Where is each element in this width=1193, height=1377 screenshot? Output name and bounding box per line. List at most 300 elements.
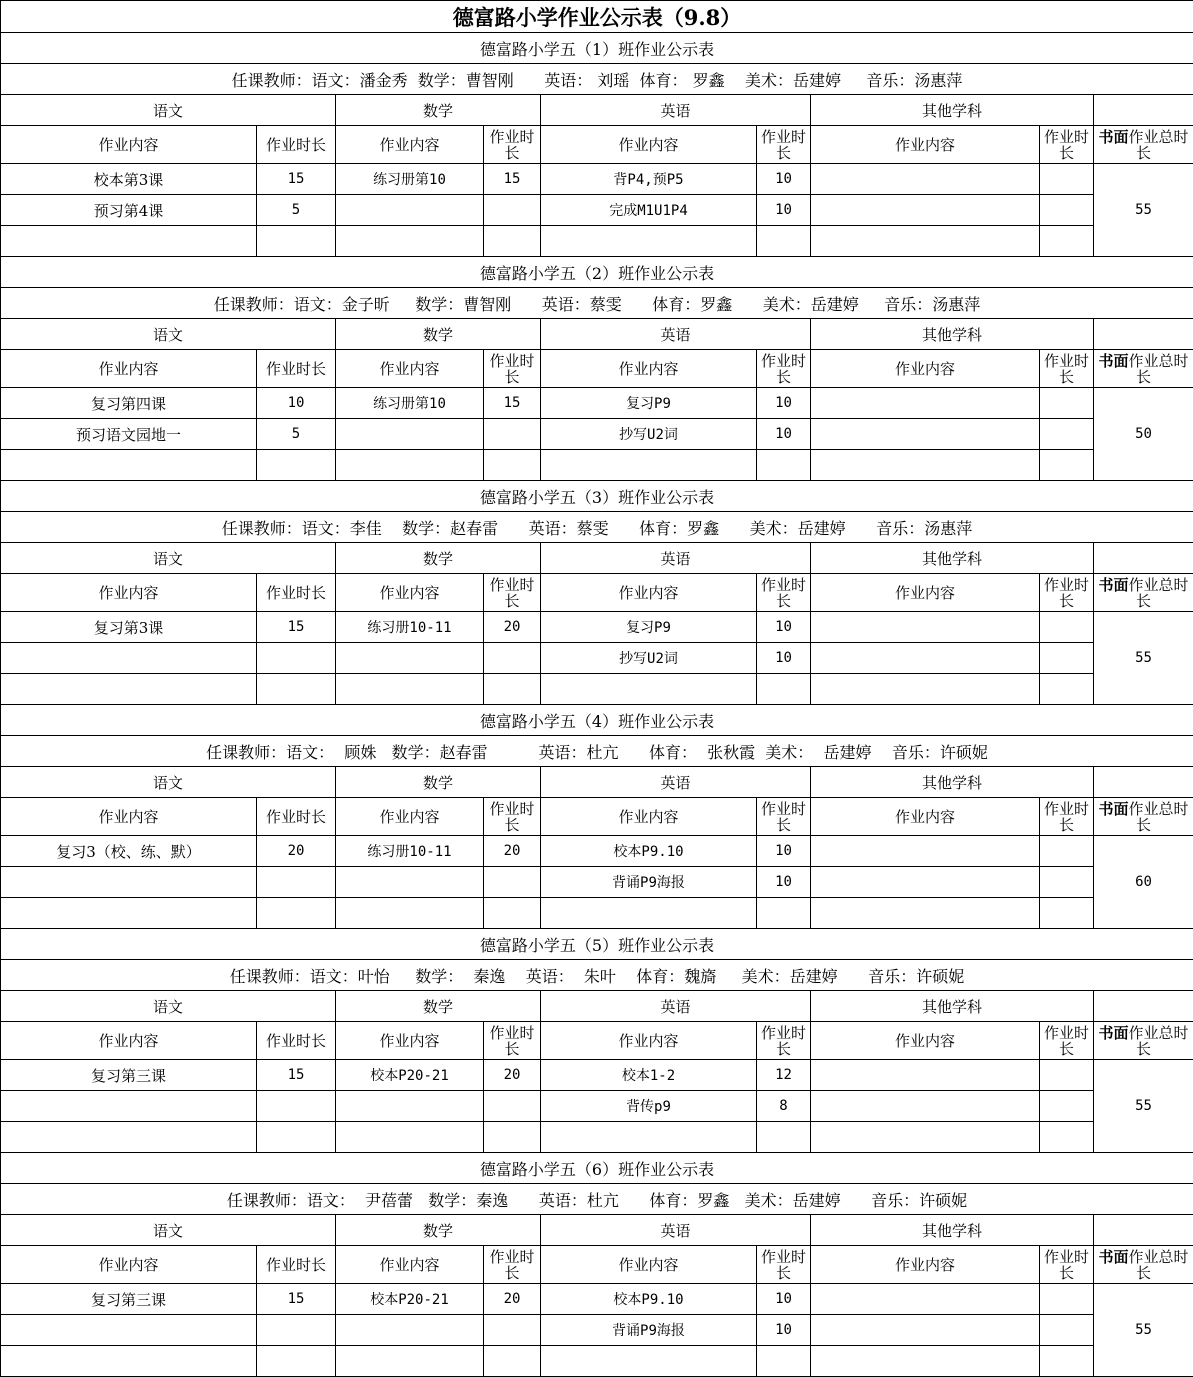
math-content-cell — [336, 898, 484, 929]
subject-other-header: 其他学科 — [811, 319, 1094, 350]
other-duration-cell — [1040, 867, 1094, 898]
subject-english-header: 英语 — [541, 543, 811, 574]
other-content-cell — [811, 612, 1040, 643]
teachers-line: 任课教师：语文：叶怡 数学： 秦逸 英语： 朱叶 体育：魏旖 美术：岳建婷 音乐：许硕妮 — [1, 960, 1193, 991]
teachers-row — [1, 64, 1193, 95]
total-duration-header — [1094, 798, 1193, 836]
chinese-duration-cell: 15 — [257, 164, 336, 195]
table-row — [1, 1091, 1193, 1122]
chinese-duration-header: 作业时长 — [257, 798, 336, 836]
subject-header-row — [1, 991, 1193, 1022]
class-title: 德富路小学五（3）班作业公示表 — [1, 481, 1193, 512]
chinese-duration-cell — [257, 1122, 336, 1153]
english-duration-cell — [757, 898, 811, 929]
math-duration-header: 作业时长 — [484, 1022, 541, 1060]
english-content-cell: 复习P9 — [541, 612, 757, 643]
english-duration-cell — [757, 1346, 811, 1377]
column-header-row — [1, 1022, 1193, 1060]
english-content-cell — [541, 1122, 757, 1153]
english-duration-header: 作业时长 — [757, 574, 811, 612]
subject-other-header: 其他学科 — [811, 991, 1094, 1022]
math-duration-header: 作业时长 — [484, 126, 541, 164]
chinese-content-header: 作业内容 — [1, 350, 257, 388]
english-duration-header: 作业时长 — [757, 1246, 811, 1284]
english-content-cell: 背诵P9海报 — [541, 1315, 757, 1346]
english-content-cell: 校本P9.10 — [541, 836, 757, 867]
math-duration-cell — [484, 643, 541, 674]
subject-blank-header — [1094, 991, 1193, 1022]
math-content-cell: 练习册10-11 — [336, 612, 484, 643]
total-duration-value: 55 — [1094, 1060, 1193, 1153]
chinese-duration-header: 作业时长 — [257, 1022, 336, 1060]
class-title-row — [1, 929, 1193, 960]
chinese-duration-cell — [257, 226, 336, 257]
other-content-cell — [811, 867, 1040, 898]
class-title: 德富路小学五（6）班作业公示表 — [1, 1153, 1193, 1184]
english-content-cell — [541, 898, 757, 929]
math-duration-cell — [484, 419, 541, 450]
math-content-cell — [336, 674, 484, 705]
math-duration-cell — [484, 226, 541, 257]
math-duration-cell — [484, 1091, 541, 1122]
total-duration-header — [1094, 126, 1193, 164]
class-title-row — [1, 1153, 1193, 1184]
subject-header-row — [1, 543, 1193, 574]
table-row — [1, 898, 1193, 929]
subject-english-header: 英语 — [541, 319, 811, 350]
other-duration-cell — [1040, 419, 1094, 450]
total-header-bold: 书面 — [1098, 800, 1128, 818]
other-content-cell — [811, 1315, 1040, 1346]
math-content-cell — [336, 450, 484, 481]
chinese-content-cell — [1, 1091, 257, 1122]
english-duration-cell: 10 — [757, 836, 811, 867]
subject-english-header: 英语 — [541, 991, 811, 1022]
total-header-rest: 作业总时长 — [1129, 1248, 1189, 1282]
english-duration-cell: 10 — [757, 1315, 811, 1346]
total-duration-header — [1094, 1022, 1193, 1060]
other-content-header: 作业内容 — [811, 126, 1040, 164]
subject-math-header: 数学 — [336, 1215, 541, 1246]
total-duration-value: 60 — [1094, 836, 1193, 929]
total-header-rest: 作业总时长 — [1129, 128, 1189, 162]
chinese-duration-cell — [257, 450, 336, 481]
other-duration-header: 作业时长 — [1040, 1022, 1094, 1060]
subject-math-header: 数学 — [336, 543, 541, 574]
table-row — [1, 226, 1193, 257]
total-duration-value: 55 — [1094, 164, 1193, 257]
chinese-content-cell — [1, 1346, 257, 1377]
class-title-row — [1, 481, 1193, 512]
english-duration-cell: 10 — [757, 164, 811, 195]
teachers-row — [1, 1184, 1193, 1215]
math-duration-cell: 20 — [484, 836, 541, 867]
english-content-cell: 校本P9.10 — [541, 1284, 757, 1315]
subject-header-row — [1, 767, 1193, 798]
english-content-cell: 校本1-2 — [541, 1060, 757, 1091]
english-content-cell — [541, 674, 757, 705]
subject-other-header: 其他学科 — [811, 95, 1094, 126]
subject-chinese-header: 语文 — [1, 543, 336, 574]
chinese-content-cell — [1, 450, 257, 481]
subject-chinese-header: 语文 — [1, 767, 336, 798]
total-header-rest: 作业总时长 — [1129, 800, 1189, 834]
subject-other-header: 其他学科 — [811, 767, 1094, 798]
other-content-cell — [811, 164, 1040, 195]
table-row — [1, 612, 1193, 643]
total-duration-value: 55 — [1094, 612, 1193, 705]
math-content-cell — [336, 1091, 484, 1122]
math-duration-header: 作业时长 — [484, 1246, 541, 1284]
other-duration-cell — [1040, 388, 1094, 419]
subject-blank-header — [1094, 319, 1193, 350]
other-duration-cell — [1040, 450, 1094, 481]
english-content-header: 作业内容 — [541, 798, 757, 836]
table-row — [1, 1060, 1193, 1091]
chinese-content-cell: 复习第四课 — [1, 388, 257, 419]
other-duration-header: 作业时长 — [1040, 574, 1094, 612]
column-header-row — [1, 1246, 1193, 1284]
chinese-content-cell: 复习3（校、练、默） — [1, 836, 257, 867]
chinese-content-cell — [1, 1122, 257, 1153]
other-content-header: 作业内容 — [811, 1022, 1040, 1060]
english-content-header: 作业内容 — [541, 1022, 757, 1060]
table-row — [1, 388, 1193, 419]
column-header-row — [1, 798, 1193, 836]
other-duration-cell — [1040, 674, 1094, 705]
chinese-content-cell: 校本第3课 — [1, 164, 257, 195]
english-content-cell: 背诵P9海报 — [541, 867, 757, 898]
english-duration-cell — [757, 226, 811, 257]
total-duration-header — [1094, 574, 1193, 612]
english-duration-cell: 10 — [757, 195, 811, 226]
math-duration-cell: 20 — [484, 612, 541, 643]
chinese-duration-cell: 5 — [257, 419, 336, 450]
chinese-content-cell — [1, 674, 257, 705]
math-duration-cell — [484, 1315, 541, 1346]
other-content-cell — [811, 419, 1040, 450]
math-duration-header: 作业时长 — [484, 574, 541, 612]
english-duration-cell — [757, 1122, 811, 1153]
total-header-rest: 作业总时长 — [1129, 1024, 1189, 1058]
chinese-duration-cell — [257, 1091, 336, 1122]
other-content-cell — [811, 643, 1040, 674]
chinese-duration-header: 作业时长 — [257, 126, 336, 164]
subject-english-header: 英语 — [541, 1215, 811, 1246]
english-content-cell: 复习P9 — [541, 388, 757, 419]
math-duration-cell — [484, 867, 541, 898]
other-content-cell — [811, 1060, 1040, 1091]
english-duration-header: 作业时长 — [757, 1022, 811, 1060]
other-duration-cell — [1040, 898, 1094, 929]
subject-blank-header — [1094, 767, 1193, 798]
other-content-header: 作业内容 — [811, 1246, 1040, 1284]
math-duration-cell: 15 — [484, 388, 541, 419]
teachers-row — [1, 288, 1193, 319]
subject-chinese-header: 语文 — [1, 319, 336, 350]
subject-blank-header — [1094, 543, 1193, 574]
math-content-cell: 练习册第10 — [336, 164, 484, 195]
math-content-header: 作业内容 — [336, 1022, 484, 1060]
teachers-line: 任课教师：语文： 尹蓓蕾 数学：秦逸 英语：杜亢 体育：罗鑫 美术：岳建婷 音乐：许硕妮 — [1, 1184, 1193, 1215]
english-content-header: 作业内容 — [541, 350, 757, 388]
chinese-duration-cell — [257, 643, 336, 674]
chinese-content-header: 作业内容 — [1, 126, 257, 164]
page-title: 德富路小学作业公示表（9.8） — [1, 1, 1193, 33]
chinese-duration-header: 作业时长 — [257, 350, 336, 388]
english-duration-cell: 10 — [757, 419, 811, 450]
english-content-cell — [541, 450, 757, 481]
english-duration-header: 作业时长 — [757, 798, 811, 836]
chinese-content-header: 作业内容 — [1, 1022, 257, 1060]
english-duration-cell: 8 — [757, 1091, 811, 1122]
other-duration-cell — [1040, 1315, 1094, 1346]
other-content-cell — [811, 836, 1040, 867]
math-content-cell — [336, 1122, 484, 1153]
class-title-row — [1, 705, 1193, 736]
subject-math-header: 数学 — [336, 95, 541, 126]
other-content-header: 作业内容 — [811, 798, 1040, 836]
table-row — [1, 643, 1193, 674]
subject-chinese-header: 语文 — [1, 1215, 336, 1246]
other-content-cell — [811, 195, 1040, 226]
total-duration-header — [1094, 1246, 1193, 1284]
math-content-header: 作业内容 — [336, 126, 484, 164]
english-content-cell — [541, 1346, 757, 1377]
teachers-line: 任课教师：语文：金子昕 数学：曹智刚 英语：蔡雯 体育：罗鑫 美术：岳建婷 音乐：汤惠萍 — [1, 288, 1193, 319]
math-duration-cell — [484, 450, 541, 481]
chinese-duration-cell: 10 — [257, 388, 336, 419]
math-content-cell — [336, 1315, 484, 1346]
column-header-row — [1, 126, 1193, 164]
english-content-cell — [541, 226, 757, 257]
total-duration-header — [1094, 350, 1193, 388]
other-duration-cell — [1040, 226, 1094, 257]
chinese-content-header: 作业内容 — [1, 574, 257, 612]
table-row — [1, 1315, 1193, 1346]
teachers-line: 任课教师：语文： 顾姝 数学：赵春雷 英语：杜亢 体育： 张秋霞 美术： 岳建婷 音乐：许硕妮 — [1, 736, 1193, 767]
subject-english-header: 英语 — [541, 767, 811, 798]
chinese-content-cell: 预习语文园地一 — [1, 419, 257, 450]
math-content-cell — [336, 419, 484, 450]
other-content-cell — [811, 1346, 1040, 1377]
math-content-cell: 校本P20-21 — [336, 1284, 484, 1315]
table-row — [1, 195, 1193, 226]
total-duration-value: 50 — [1094, 388, 1193, 481]
math-duration-cell: 15 — [484, 164, 541, 195]
other-duration-cell — [1040, 1284, 1094, 1315]
math-content-cell — [336, 226, 484, 257]
other-content-header: 作业内容 — [811, 574, 1040, 612]
other-duration-cell — [1040, 1060, 1094, 1091]
teachers-row — [1, 960, 1193, 991]
english-content-cell: 背传p9 — [541, 1091, 757, 1122]
math-content-header: 作业内容 — [336, 574, 484, 612]
table-row — [1, 164, 1193, 195]
table-row — [1, 419, 1193, 450]
teachers-line: 任课教师：语文：潘金秀 数学：曹智刚 英语： 刘瑶 体育： 罗鑫 美术：岳建婷 音乐：汤惠萍 — [1, 64, 1193, 95]
total-header-rest: 作业总时长 — [1129, 352, 1189, 386]
subject-english-header: 英语 — [541, 95, 811, 126]
other-content-header: 作业内容 — [811, 350, 1040, 388]
subject-blank-header — [1094, 95, 1193, 126]
table-row — [1, 674, 1193, 705]
math-content-header: 作业内容 — [336, 350, 484, 388]
other-duration-cell — [1040, 643, 1094, 674]
math-duration-cell — [484, 898, 541, 929]
math-content-header: 作业内容 — [336, 798, 484, 836]
math-duration-header: 作业时长 — [484, 350, 541, 388]
math-content-header: 作业内容 — [336, 1246, 484, 1284]
total-header-bold: 书面 — [1098, 1248, 1128, 1266]
class-title: 德富路小学五（4）班作业公示表 — [1, 705, 1193, 736]
total-header-bold: 书面 — [1098, 352, 1128, 370]
other-content-cell — [811, 388, 1040, 419]
chinese-duration-cell — [257, 867, 336, 898]
english-duration-cell: 10 — [757, 388, 811, 419]
math-duration-cell — [484, 195, 541, 226]
subject-math-header: 数学 — [336, 319, 541, 350]
other-duration-cell — [1040, 836, 1094, 867]
chinese-duration-header: 作业时长 — [257, 574, 336, 612]
math-duration-cell: 20 — [484, 1284, 541, 1315]
total-header-bold: 书面 — [1098, 576, 1128, 594]
chinese-content-cell: 复习第三课 — [1, 1060, 257, 1091]
chinese-duration-cell — [257, 1346, 336, 1377]
math-content-cell — [336, 867, 484, 898]
english-content-cell: 完成M1U1P4 — [541, 195, 757, 226]
other-content-cell — [811, 450, 1040, 481]
table-row — [1, 450, 1193, 481]
math-content-cell: 练习册第10 — [336, 388, 484, 419]
table-row — [1, 1346, 1193, 1377]
math-content-cell — [336, 195, 484, 226]
chinese-content-cell — [1, 898, 257, 929]
class-title: 德富路小学五（1）班作业公示表 — [1, 33, 1193, 64]
other-content-cell — [811, 898, 1040, 929]
chinese-duration-cell: 15 — [257, 1060, 336, 1091]
math-duration-cell — [484, 1122, 541, 1153]
class-title-row — [1, 33, 1193, 64]
table-row — [1, 867, 1193, 898]
teachers-line: 任课教师：语文：李佳 数学：赵春雷 英语：蔡雯 体育：罗鑫 美术：岳建婷 音乐：汤惠萍 — [1, 512, 1193, 543]
chinese-content-cell — [1, 867, 257, 898]
subject-math-header: 数学 — [336, 767, 541, 798]
chinese-duration-cell — [257, 898, 336, 929]
math-content-cell: 校本P20-21 — [336, 1060, 484, 1091]
english-duration-cell: 10 — [757, 1284, 811, 1315]
other-duration-cell — [1040, 1122, 1094, 1153]
subject-other-header: 其他学科 — [811, 1215, 1094, 1246]
column-header-row — [1, 350, 1193, 388]
english-content-cell: 背P4,预P5 — [541, 164, 757, 195]
other-duration-header: 作业时长 — [1040, 126, 1094, 164]
math-duration-cell: 20 — [484, 1060, 541, 1091]
other-content-cell — [811, 674, 1040, 705]
other-duration-cell — [1040, 164, 1094, 195]
table-row — [1, 836, 1193, 867]
subject-header-row — [1, 319, 1193, 350]
table-row — [1, 1284, 1193, 1315]
other-duration-cell — [1040, 1091, 1094, 1122]
math-content-cell — [336, 643, 484, 674]
math-content-cell: 练习册10-11 — [336, 836, 484, 867]
chinese-content-cell: 预习第4课 — [1, 195, 257, 226]
other-content-cell — [811, 1122, 1040, 1153]
other-duration-cell — [1040, 1346, 1094, 1377]
chinese-content-cell — [1, 226, 257, 257]
chinese-content-cell: 复习第三课 — [1, 1284, 257, 1315]
class-title: 德富路小学五（5）班作业公示表 — [1, 929, 1193, 960]
english-duration-cell: 10 — [757, 612, 811, 643]
chinese-duration-header: 作业时长 — [257, 1246, 336, 1284]
subject-chinese-header: 语文 — [1, 95, 336, 126]
english-duration-header: 作业时长 — [757, 350, 811, 388]
chinese-duration-cell: 15 — [257, 612, 336, 643]
subject-chinese-header: 语文 — [1, 991, 336, 1022]
chinese-duration-cell: 20 — [257, 836, 336, 867]
total-header-rest: 作业总时长 — [1129, 576, 1189, 610]
chinese-duration-cell: 15 — [257, 1284, 336, 1315]
total-header-bold: 书面 — [1098, 128, 1128, 146]
subject-other-header: 其他学科 — [811, 543, 1094, 574]
other-duration-header: 作业时长 — [1040, 350, 1094, 388]
total-header-bold: 书面 — [1098, 1024, 1128, 1042]
english-content-cell: 抄写U2词 — [541, 419, 757, 450]
other-duration-cell — [1040, 195, 1094, 226]
other-duration-cell — [1040, 612, 1094, 643]
english-duration-cell — [757, 450, 811, 481]
chinese-duration-cell — [257, 1315, 336, 1346]
english-duration-cell: 10 — [757, 867, 811, 898]
math-duration-cell — [484, 1346, 541, 1377]
teachers-row — [1, 512, 1193, 543]
teachers-row — [1, 736, 1193, 767]
english-content-header: 作业内容 — [541, 1246, 757, 1284]
english-content-cell: 抄写U2词 — [541, 643, 757, 674]
table-row — [1, 1122, 1193, 1153]
english-content-header: 作业内容 — [541, 126, 757, 164]
subject-header-row — [1, 95, 1193, 126]
english-duration-cell: 12 — [757, 1060, 811, 1091]
math-duration-header: 作业时长 — [484, 798, 541, 836]
subject-header-row — [1, 1215, 1193, 1246]
other-content-cell — [811, 1091, 1040, 1122]
chinese-content-header: 作业内容 — [1, 798, 257, 836]
chinese-duration-cell: 5 — [257, 195, 336, 226]
chinese-content-header: 作业内容 — [1, 1246, 257, 1284]
english-duration-header: 作业时长 — [757, 126, 811, 164]
english-content-header: 作业内容 — [541, 574, 757, 612]
chinese-content-cell: 复习第3课 — [1, 612, 257, 643]
subject-blank-header — [1094, 1215, 1193, 1246]
class-title: 德富路小学五（2）班作业公示表 — [1, 257, 1193, 288]
math-content-cell — [336, 1346, 484, 1377]
other-duration-header: 作业时长 — [1040, 1246, 1094, 1284]
chinese-content-cell — [1, 643, 257, 674]
english-duration-cell — [757, 674, 811, 705]
english-duration-cell: 10 — [757, 643, 811, 674]
class-title-row — [1, 257, 1193, 288]
total-duration-value: 55 — [1094, 1284, 1193, 1377]
chinese-duration-cell — [257, 674, 336, 705]
math-duration-cell — [484, 674, 541, 705]
other-content-cell — [811, 1284, 1040, 1315]
subject-math-header: 数学 — [336, 991, 541, 1022]
column-header-row — [1, 574, 1193, 612]
other-content-cell — [811, 226, 1040, 257]
other-duration-header: 作业时长 — [1040, 798, 1094, 836]
